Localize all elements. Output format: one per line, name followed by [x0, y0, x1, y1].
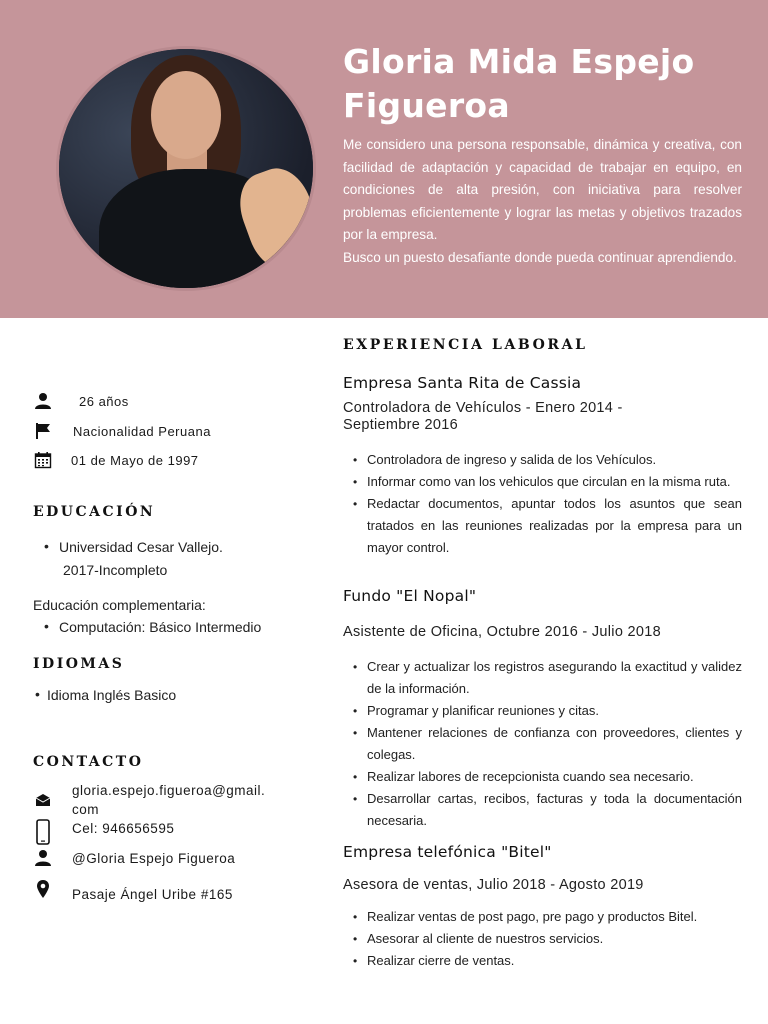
complementary-bullet: • — [44, 618, 49, 634]
phone-text: Cel: 946656595 — [72, 821, 175, 836]
age-text: 26 años — [79, 393, 129, 409]
person-icon — [33, 391, 53, 411]
social-row — [33, 849, 235, 868]
about-paragraph: Busco un puesto desafiante donde pueda continuar aprendiendo. — [343, 249, 737, 265]
experience-title: EXPERIENCIA LABORAL — [343, 337, 588, 353]
language-item: Idioma Inglés Basico — [47, 687, 177, 703]
phone-row — [33, 819, 174, 845]
job-role: Controladora de Vehículos - Enero 2014 - Septiembre 2016 — [343, 400, 623, 433]
job-task: • Realizar labores de recepcionista cuando sea necesario. — [343, 766, 742, 788]
about-summary — [343, 134, 742, 269]
education-bullet: • — [44, 538, 49, 554]
job-task-list — [343, 906, 742, 972]
university-status: 2017-Incompleto — [63, 562, 168, 578]
job-task: • Redactar documentos, apuntar todos los asuntos que sean tratados en las reuniones realizadas por la empresa para un mayor control. — [343, 493, 742, 559]
job-task: • Controladora de ingreso y salida de los Vehículos. — [343, 449, 742, 471]
complementary-label: Educación complementaria: — [33, 597, 206, 613]
person-icon — [33, 849, 53, 867]
university-name: Universidad Cesar Vallejo. — [59, 539, 223, 555]
job-task: • Mantener relaciones de confianza con proveedores, clientes y colegas. — [343, 722, 742, 766]
age-row — [33, 390, 129, 412]
job-role: Asistente de Oficina, Octubre 2016 - Julio 2018 — [343, 624, 661, 640]
address-text: Pasaje Ángel Uribe #165 — [72, 887, 233, 902]
job-task: • Informar como van los vehiculos que circulan en la misma ruta. — [343, 471, 742, 493]
email-line: com — [72, 802, 100, 817]
job-role: Asesora de ventas, Julio 2018 - Agosto 2019 — [343, 877, 644, 893]
calendar-icon — [33, 450, 53, 470]
job-company: Fundo "El Nopal" — [343, 587, 477, 605]
flag-icon — [33, 421, 53, 441]
email-line: gloria.espejo.figueroa@gmail. — [72, 783, 266, 798]
job-task-list — [343, 449, 742, 559]
job-task: • Crear y actualizar los registros asegurando la exactitud y validez de la información. — [343, 656, 742, 700]
complementary-item: Computación: Básico Intermedio — [59, 619, 262, 635]
job-company: Empresa Santa Rita de Cassia — [343, 374, 582, 392]
about-paragraph: Me considero una persona responsable, dinámica y creativa, con facilidad de adaptación y capacidad de trabajar en equipo, en condiciones de alta presión, con iniciativa para resolver problemas eficientemente y lograr las metas y objetivos trazados por la empresa. — [343, 137, 742, 242]
language-bullet: • — [35, 686, 40, 702]
profile-photo — [56, 46, 316, 291]
header-banner — [0, 0, 768, 318]
job-task-list — [343, 656, 742, 832]
job-task: • Asesorar al cliente de nuestros servicios. — [343, 928, 742, 950]
location-pin-icon — [33, 879, 53, 899]
birthdate-text: 01 de Mayo de 1997 — [71, 452, 199, 468]
languages-title: IDIOMAS — [33, 656, 125, 672]
nationality-text: Nacionalidad Peruana — [73, 423, 211, 439]
phone-icon — [33, 819, 53, 845]
envelope-icon — [33, 793, 53, 807]
contact-title: CONTACTO — [33, 754, 144, 770]
birthdate-row — [33, 449, 199, 471]
job-company: Empresa telefónica "Bitel" — [343, 843, 552, 861]
email-row — [33, 781, 265, 819]
social-handle: @Gloria Espejo Figueroa — [72, 851, 236, 866]
nationality-row — [33, 420, 211, 442]
job-task: • Realizar cierre de ventas. — [343, 950, 742, 972]
job-task: • Desarrollar cartas, recibos, facturas y toda la documentación necesaria. — [343, 788, 742, 832]
job-task: • Programar y planificar reuniones y citas. — [343, 700, 742, 722]
person-name: Gloria Mida Espejo Figueroa — [343, 42, 695, 125]
education-title: EDUCACIÓN — [33, 504, 156, 520]
address-row — [33, 879, 233, 904]
job-task: • Realizar ventas de post pago, pre pago y productos Bitel. — [343, 906, 742, 928]
